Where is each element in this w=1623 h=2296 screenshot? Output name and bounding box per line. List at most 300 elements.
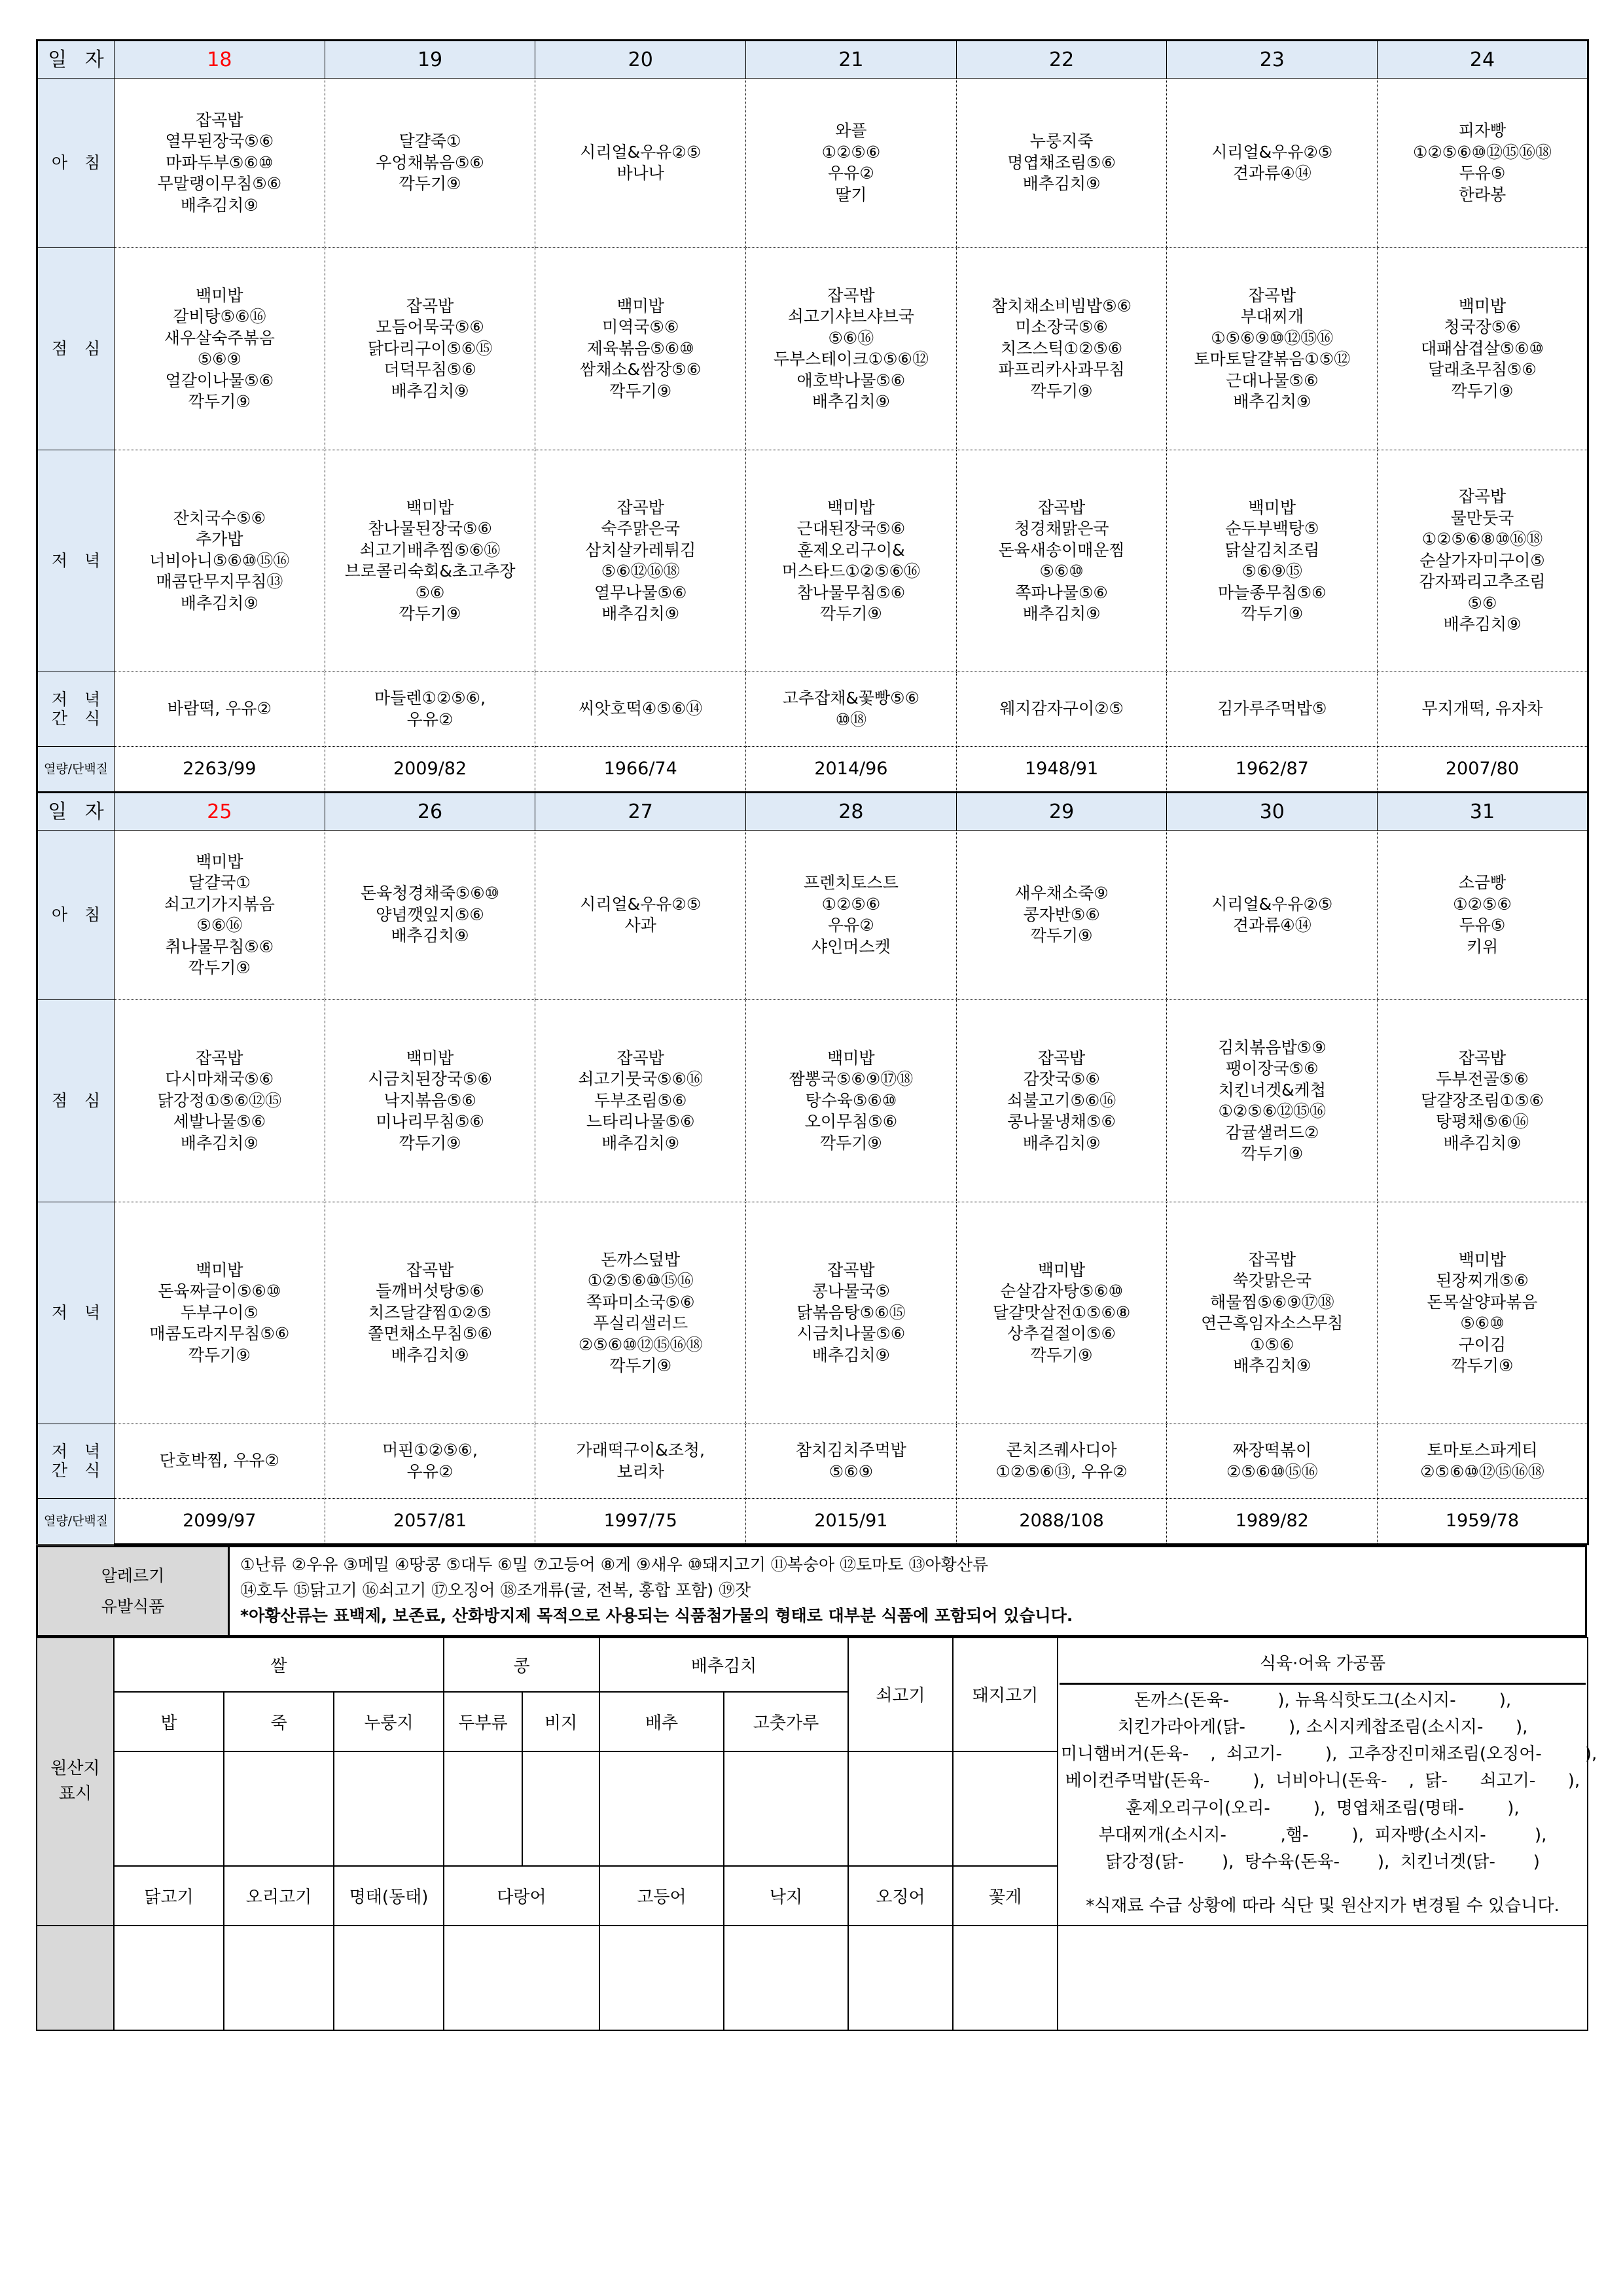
dish-line: 배추김치⑨ <box>812 392 890 411</box>
date-number: 27 <box>628 800 653 823</box>
dish-line: 소금빵 <box>1458 873 1507 892</box>
dish-line: 쇠고기뭇국⑤⑥⑯ <box>578 1069 703 1089</box>
dish-line: 삼치살카레튀김 <box>585 540 696 560</box>
menu-cell-dinner <box>1167 450 1378 672</box>
dish-line: 브로콜리숙회&초고추장 <box>344 562 516 581</box>
origin-value-cell[interactable] <box>114 1926 224 2030</box>
allergen-label-line1: 알레르기 <box>101 1566 165 1585</box>
origin-value-cell[interactable] <box>599 1751 724 1867</box>
date-cell <box>325 41 535 79</box>
date-cell <box>1167 793 1378 831</box>
dish-line: 깍두기⑨ <box>188 958 251 977</box>
kcal-row <box>37 747 1588 793</box>
menu-cell-snack <box>746 1424 957 1499</box>
origin-value-cell[interactable] <box>953 1926 1058 2030</box>
dish-line: 들깨버섯탕⑤⑥ <box>376 1282 484 1301</box>
dish-line: 미역국⑤⑥ <box>602 317 679 337</box>
dish-line: 잡곡밥 <box>1248 285 1296 305</box>
processed-foods-note: *식재료 수급 상황에 따라 식단 및 원산지가 변경될 수 있습니다. <box>1086 1895 1560 1916</box>
menu-cell-snack <box>1167 672 1378 747</box>
dish-line: 잔치국수⑤⑥ <box>173 508 266 528</box>
origin-group-kimchi: 배추김치 <box>599 1638 848 1692</box>
dish-line: 매콤도라지무침⑤⑥ <box>149 1324 290 1344</box>
dish-line: 콩자반⑤⑥ <box>1023 905 1100 924</box>
menu-cell-dinner <box>746 450 957 672</box>
kcal-cell: 1962/87 <box>1167 747 1378 793</box>
dish-line: 쇠고기샤브샤브국 <box>787 307 914 326</box>
dish-line: ⑩⑱ <box>835 709 867 729</box>
dish-line: 고추잡채&꽃빵⑤⑥ <box>782 689 920 708</box>
row-label-snack <box>37 1424 115 1499</box>
dish-line: 갈비탕⑤⑥⑯ <box>173 307 266 326</box>
dish-line: 김치볶음밥⑤⑨ <box>1217 1037 1327 1057</box>
menu-cell-dinner <box>535 450 746 672</box>
dish-line: 가래떡구이&조청, <box>576 1441 705 1460</box>
dish-line: 배추김치⑨ <box>180 1133 259 1153</box>
dish-line: 쫄면채소무침⑤⑥ <box>368 1324 492 1344</box>
row-label-snack-line: 저 녁 <box>51 689 107 709</box>
date-cell <box>115 793 325 831</box>
processed-food-line: 베이컨주먹밥(돈육- ), 너비아니(돈육- , 닭- 쇠고기- ), <box>1065 1771 1580 1791</box>
dish-line: 구이김 <box>1458 1335 1507 1354</box>
row-label-date: 일 자 <box>37 41 115 79</box>
dish-line: 우유② <box>406 709 454 729</box>
dish-line: 팽이장국⑤⑥ <box>1226 1059 1319 1078</box>
dish-line: 새우살숙주볶음 <box>164 328 275 348</box>
menu-cell-breakfast <box>956 831 1167 1000</box>
dish-line: 해물찜⑤⑥⑨⑰⑱ <box>1209 1292 1334 1312</box>
origin-header2-cell: 닭고기 <box>114 1866 224 1925</box>
origin-header2-cell: 고등어 <box>599 1866 724 1925</box>
dish-line: 열무나물⑤⑥ <box>594 583 687 602</box>
dish-line: 토마토달걀볶음①⑤⑫ <box>1194 350 1351 368</box>
dish-line: 쇠불고기⑤⑥⑯ <box>1007 1090 1116 1110</box>
date-number: 23 <box>1259 48 1285 71</box>
dish-line: ②⑤⑥⑩⑫⑮⑯⑱ <box>1420 1462 1544 1481</box>
origin-header2-cell: 명태(동태) <box>334 1866 444 1925</box>
origin-value-cell[interactable] <box>224 1751 334 1867</box>
kcal-cell: 2263/99 <box>115 747 325 793</box>
menu-cell-dinner <box>956 1202 1167 1424</box>
origin-value-cell[interactable] <box>444 1751 522 1867</box>
dish-line: 근대나물⑤⑥ <box>1226 370 1319 390</box>
origin-subheader-cell: 죽 <box>224 1692 334 1751</box>
dish-line: ①②⑤⑥⑩⑫⑮⑯⑱ <box>1412 142 1552 162</box>
dish-line: 단호박찜, 우유② <box>159 1451 279 1471</box>
allergen-label-cell <box>37 1547 229 1636</box>
meal-row-dinner <box>37 1202 1588 1424</box>
dish-line: 배추김치⑨ <box>601 604 680 623</box>
menu-cell-snack <box>325 672 535 747</box>
dish-line: 쇠고기가지볶음 <box>164 894 275 914</box>
origin-label-line: 표시 <box>58 1784 92 1804</box>
date-header-row <box>37 41 1588 79</box>
meal-row-snack <box>37 672 1588 747</box>
menu-cell-breakfast <box>535 79 746 248</box>
dish-line: ⑤⑥⑯ <box>828 328 874 348</box>
origin-label-line: 원산지 <box>50 1759 100 1779</box>
menu-cell-dinner <box>746 1202 957 1424</box>
dish-line: 배추김치⑨ <box>180 195 259 215</box>
allergen-body-cell <box>229 1547 1586 1636</box>
menu-cell-breakfast <box>325 831 535 1000</box>
dish-line: 배추김치⑨ <box>391 381 469 401</box>
menu-cell-breakfast <box>115 831 325 1000</box>
origin-header2-cell: 다랑어 <box>444 1866 599 1925</box>
dish-line: 바람떡, 우유② <box>167 699 272 719</box>
dish-line: ②⑤⑥⑩⑮⑯ <box>1226 1462 1318 1481</box>
date-number: 29 <box>1049 800 1075 823</box>
dish-line: 달래초무침⑤⑥ <box>1428 360 1537 380</box>
origin-table <box>36 1637 1597 2031</box>
dish-line: 배추김치⑨ <box>1022 604 1101 623</box>
dish-line: 달걀죽① <box>399 132 461 151</box>
dish-line: 피자빵 <box>1458 121 1507 140</box>
dish-line: 머핀①②⑤⑥, <box>382 1441 478 1460</box>
origin-group-rice: 쌀 <box>114 1638 444 1692</box>
date-cell <box>956 41 1167 79</box>
dish-line: 참나물무침⑤⑥ <box>796 583 906 602</box>
date-cell <box>115 41 325 79</box>
dish-line: 마파두부⑤⑥⑩ <box>166 152 274 172</box>
origin-value-cell[interactable] <box>848 1751 953 1867</box>
dish-line: 깍두기⑨ <box>399 174 461 194</box>
row-label-dinner: 저 녁 <box>37 1202 115 1424</box>
dish-line: 감자꽈리고추조림 <box>1419 572 1546 592</box>
dish-line: 시금치나물⑤⑥ <box>796 1324 906 1344</box>
dish-line: 딸기 <box>835 185 867 204</box>
menu-cell-lunch <box>746 248 957 450</box>
menu-cell-lunch <box>1167 1000 1378 1202</box>
kcal-cell: 1997/75 <box>535 1499 746 1545</box>
date-number: 31 <box>1469 800 1495 823</box>
dish-line: 두부조림⑤⑥ <box>594 1090 687 1110</box>
origin-value-cell[interactable] <box>724 1926 848 2030</box>
dish-line: 닭볶음탕⑤⑥⑮ <box>796 1302 906 1322</box>
date-cell <box>1167 41 1378 79</box>
origin-value-cell[interactable] <box>224 1926 334 2030</box>
menu-cell-snack <box>535 672 746 747</box>
dish-line: 키위 <box>1466 937 1499 956</box>
origin-group-bean: 콩 <box>444 1638 599 1692</box>
dish-line: 닭다리구이⑤⑥⑮ <box>367 338 493 358</box>
date-number: 25 <box>207 800 232 823</box>
dish-line: 잡곡밥 <box>196 110 243 130</box>
dish-line: 숙주맑은국 <box>601 519 681 538</box>
origin-subheader-cell: 비지 <box>522 1692 599 1751</box>
dish-line: 프렌치토스트 <box>803 873 899 892</box>
dish-line: ⑤⑥⑨ <box>829 1462 874 1481</box>
dish-line: 쪽파나물⑤⑥ <box>1015 583 1108 602</box>
dish-line: 느타리나물⑤⑥ <box>586 1112 695 1132</box>
dish-line: 김가루주먹밥⑤ <box>1217 699 1327 719</box>
kcal-cell: 1966/74 <box>535 747 746 793</box>
dish-line: ⑤⑥⑨⑮ <box>1241 562 1302 581</box>
dish-line: 잡곡밥 <box>1458 487 1507 507</box>
dish-line: 백미밥 <box>616 296 664 315</box>
dish-line: 백미밥 <box>196 1260 243 1280</box>
dish-line: 깍두기⑨ <box>1451 1356 1514 1375</box>
menu-cell-lunch <box>115 1000 325 1202</box>
allergen-note: *아황산류는 표백제, 보존료, 산화방지제 목적으로 사용되는 식품첨가물의 형태로 대부분 식품에 포함되어 있습니다. <box>240 1605 1073 1625</box>
row-label-snack-line: 간 식 <box>51 708 107 728</box>
origin-value-cell[interactable] <box>1058 1926 1588 2030</box>
dish-line: 열무된장국⑤⑥ <box>165 132 274 151</box>
dish-line: 닭살김치조림 <box>1224 540 1320 560</box>
date-cell <box>535 793 746 831</box>
dish-line: ⑤⑥⑩ <box>1039 562 1084 581</box>
dish-line: 잡곡밥 <box>406 1260 454 1280</box>
origin-value-cell[interactable] <box>522 1751 599 1867</box>
dish-line: 배추김치⑨ <box>1022 1133 1101 1153</box>
dish-line: 달걀맛살전①⑤⑥⑧ <box>992 1302 1131 1322</box>
row-label-breakfast: 아 침 <box>37 79 115 248</box>
dish-line: 쌈채소&쌈장⑤⑥ <box>580 360 702 380</box>
dish-line: 무말랭이무침⑤⑥ <box>157 174 282 194</box>
dish-line: ⑤⑥⑩ <box>1460 1314 1505 1333</box>
processed-food-line: 닭강정(닭- ), 탕수육(돈육- ), 치킨너겟(닭- ) <box>1105 1852 1540 1872</box>
dish-line: 잡곡밥 <box>827 285 875 305</box>
dish-line: 미나리무침⑤⑥ <box>376 1112 484 1132</box>
dish-line: 바나나 <box>616 164 664 183</box>
dish-line: 콩나물냉채⑤⑥ <box>1007 1112 1116 1132</box>
dish-line: 잡곡밥 <box>616 1048 664 1067</box>
origin-value-cell[interactable] <box>953 1751 1058 1867</box>
origin-header2-cell: 꽃게 <box>953 1866 1058 1925</box>
menu-cell-dinner <box>535 1202 746 1424</box>
origin-value-cell[interactable] <box>334 1751 444 1867</box>
origin-value-cell[interactable] <box>599 1926 724 2030</box>
menu-cell-snack <box>1378 1424 1588 1499</box>
dish-line: 깍두기⑨ <box>609 381 672 401</box>
dish-line: 돈육청경채죽⑤⑥⑩ <box>360 884 500 903</box>
dish-line: 배추김치⑨ <box>812 1345 890 1365</box>
menu-cell-lunch <box>535 248 746 450</box>
dish-line: 짬뽕국⑤⑥⑨⑰⑱ <box>789 1069 914 1089</box>
dish-line: 보리차 <box>616 1462 664 1481</box>
dish-line: 깍두기⑨ <box>1241 1144 1304 1163</box>
meal-row-lunch <box>37 248 1588 450</box>
dish-line: 순살감자탕⑤⑥⑩ <box>1000 1282 1124 1301</box>
dish-line: 깍두기⑨ <box>399 1133 461 1153</box>
menu-cell-lunch <box>1378 1000 1588 1202</box>
dish-line: 깍두기⑨ <box>1030 1345 1093 1365</box>
dish-line: 취나물무침⑤⑥ <box>165 937 274 956</box>
dish-line: 배추김치⑨ <box>1443 1133 1522 1153</box>
date-number: 19 <box>417 48 443 71</box>
dish-line: ①②⑤⑥⑧⑩⑯⑱ <box>1421 529 1543 549</box>
processed-food-line: 훈제오리구이(오리- ), 명엽채조림(명태- ), <box>1126 1798 1520 1818</box>
menu-cell-breakfast <box>1167 79 1378 248</box>
dish-line: 제육볶음⑤⑥⑩ <box>586 338 694 358</box>
allergen-legend-table <box>36 1545 1587 1637</box>
dish-line: 깍두기⑨ <box>188 392 251 411</box>
dish-line: ⑤⑥⑯ <box>196 916 243 935</box>
dish-line: ①②⑤⑥⑩⑮⑯ <box>587 1271 694 1290</box>
processed-food-line: 돈까스(돈육- ), 뉴욕식핫도그(소시지- ), <box>1133 1691 1512 1711</box>
origin-value-cell[interactable] <box>724 1751 848 1867</box>
row-label-snack-line: 저 녁 <box>51 1441 107 1461</box>
allergen-line-1: ①난류 ②우유 ③메밀 ④땅콩 ⑤대두 ⑥밀 ⑦고등어 ⑧게 ⑨새우 ⑩돼지고기 ⑪복숭아 ⑫토마토 ⑬아황산류 <box>240 1555 989 1574</box>
row-label-kcal: 열량/단백질 <box>37 747 115 793</box>
dish-line: 잡곡밥 <box>1458 1048 1507 1067</box>
dish-line: 배추김치⑨ <box>1022 174 1101 194</box>
menu-cell-dinner <box>1167 1202 1378 1424</box>
origin-header2-cell: 오징어 <box>848 1866 953 1925</box>
meal-row-lunch <box>37 1000 1588 1202</box>
dish-line: 깍두기⑨ <box>609 1356 672 1375</box>
dish-line: 돈육새송이매운찜 <box>998 540 1125 560</box>
dish-line: 백미밥 <box>1248 497 1296 517</box>
kcal-cell: 2015/91 <box>746 1499 957 1545</box>
meal-row-breakfast <box>37 79 1588 248</box>
dish-line: ①⑤⑥ <box>1250 1335 1294 1354</box>
dish-line: 두부스테이크①⑤⑥⑫ <box>773 350 929 368</box>
dish-line: 두부구이⑤ <box>180 1302 259 1322</box>
kcal-cell: 2057/81 <box>325 1499 535 1545</box>
date-number: 28 <box>838 800 864 823</box>
dish-line: 우유② <box>406 1462 454 1481</box>
date-cell <box>746 41 957 79</box>
menu-cell-lunch <box>115 248 325 450</box>
origin-header2-cell: 낙지 <box>724 1866 848 1925</box>
row-label-breakfast: 아 침 <box>37 831 115 1000</box>
menu-cell-breakfast <box>1167 831 1378 1000</box>
dish-line: 견과류④⑭ <box>1232 164 1311 183</box>
dish-line: 부대찌개 <box>1240 307 1304 326</box>
menu-cell-lunch <box>746 1000 957 1202</box>
dish-line: ①②⑤⑥ <box>821 142 881 162</box>
dish-line: ①②⑤⑥⑫⑮⑯ <box>1218 1102 1327 1121</box>
dish-line: 씨앗호떡④⑤⑥⑭ <box>579 699 703 719</box>
kcal-cell: 2009/82 <box>325 747 535 793</box>
dish-line: 참치채소비빔밥⑤⑥ <box>991 296 1132 315</box>
dish-line: 청경채맑은국 <box>1014 519 1109 538</box>
menu-cell-snack <box>746 672 957 747</box>
origin-subheader-cell: 누룽지 <box>334 1692 444 1751</box>
kcal-cell: 2014/96 <box>746 747 957 793</box>
menu-cell-dinner <box>325 1202 535 1424</box>
dish-line: 샤인머스켓 <box>812 937 891 956</box>
menu-cell-breakfast <box>1378 831 1588 1000</box>
dish-line: ①②⑤⑥ <box>1453 894 1512 914</box>
processed-foods-body <box>1060 1684 1597 1922</box>
dish-line: ①②⑤⑥ <box>821 894 881 914</box>
menu-cell-breakfast <box>115 79 325 248</box>
menu-cell-dinner <box>115 1202 325 1424</box>
date-cell <box>746 793 957 831</box>
dish-line: ①⑤⑥⑨⑩⑫⑮⑯ <box>1211 328 1334 348</box>
dish-line: 낙지볶음⑤⑥ <box>383 1090 476 1110</box>
date-number: 24 <box>1469 48 1495 71</box>
dish-line: 다시마채국⑤⑥ <box>165 1069 274 1089</box>
dish-line: 새우채소죽⑨ <box>1014 884 1109 903</box>
kcal-row <box>37 1499 1588 1545</box>
date-cell <box>535 41 746 79</box>
menu-cell-breakfast <box>535 831 746 1000</box>
dish-line: 훈제오리구이& <box>797 540 905 560</box>
origin-subheader-cell: 배추 <box>599 1692 724 1751</box>
origin-value-cell[interactable] <box>114 1751 224 1867</box>
dish-line: ⑤⑥⑫⑯⑱ <box>601 562 680 581</box>
origin-header2-cell: 오리고기 <box>224 1866 334 1925</box>
origin-label-cell <box>37 1638 114 1926</box>
kcal-cell: 1948/91 <box>956 747 1167 793</box>
date-cell <box>1378 793 1588 831</box>
dish-line: 돈목살양파볶음 <box>1427 1292 1538 1312</box>
dish-line: 물만둣국 <box>1450 508 1514 528</box>
dish-line: 백미밥 <box>1458 296 1507 315</box>
dish-line: 깍두기⑨ <box>1030 926 1093 946</box>
processed-food-line: 미니햄버거(돈육- , 쇠고기- ), 고추장진미채조림(오징어- ), <box>1061 1744 1597 1765</box>
dish-line: 배추김치⑨ <box>391 926 469 946</box>
origin-value-cell[interactable] <box>334 1926 444 2030</box>
menu-cell-dinner <box>956 450 1167 672</box>
menu-cell-dinner <box>325 450 535 672</box>
dish-line: 백미밥 <box>1458 1249 1507 1269</box>
dish-line: 돈육짜글이⑤⑥⑩ <box>158 1282 281 1301</box>
dish-line: 배추김치⑨ <box>1443 615 1522 634</box>
dish-line: 짜장떡볶이 <box>1232 1441 1312 1460</box>
dish-line: 미소장국⑤⑥ <box>1015 317 1108 337</box>
meal-row-snack <box>37 1424 1588 1499</box>
dish-line: 토마토스파게티 <box>1427 1441 1538 1460</box>
dish-line: 상추겉절이⑤⑥ <box>1007 1324 1116 1344</box>
dish-line: 배추김치⑨ <box>391 1345 469 1365</box>
origin-value-cell[interactable] <box>444 1926 599 2030</box>
origin-label-spacer <box>37 1926 114 2030</box>
menu-cell-lunch <box>535 1000 746 1202</box>
dish-line: 애호박나물⑤⑥ <box>796 370 906 390</box>
menu-cell-lunch <box>956 248 1167 450</box>
menu-table <box>36 39 1589 1545</box>
dish-line: 순두부백탕⑤ <box>1225 519 1319 538</box>
dish-line: 사과 <box>624 916 656 935</box>
dish-line: 두유⑤ <box>1459 916 1506 935</box>
menu-cell-lunch <box>1167 248 1378 450</box>
dish-line: 와플 <box>835 121 867 140</box>
dish-line: 깍두기⑨ <box>1451 381 1514 401</box>
dish-line: 깍두기⑨ <box>819 604 882 623</box>
dish-line: 콩나물국⑤ <box>812 1282 890 1301</box>
origin-value-cell[interactable] <box>848 1926 953 2030</box>
dish-line: 잡곡밥 <box>406 296 454 315</box>
date-number: 18 <box>207 48 232 71</box>
dish-line: 견과류④⑭ <box>1232 916 1311 935</box>
dish-line: 순살가자미구이⑤ <box>1419 550 1545 570</box>
dish-line: 깍두기⑨ <box>399 604 461 623</box>
dish-line: 우유② <box>828 916 874 935</box>
dish-line: ⑤⑥ <box>1467 593 1497 613</box>
dish-line: 깍두기⑨ <box>188 1345 251 1365</box>
allergen-line-2: ⑭호두 ⑮닭고기 ⑯쇠고기 ⑰오징어 ⑱조개류(굴, 전복, 홍합 포함) ⑲잣 <box>240 1580 751 1600</box>
dish-line: 백미밥 <box>827 1048 875 1067</box>
dish-line: 시리얼&우유②⑤ <box>1211 142 1333 162</box>
dish-line: 배추김치⑨ <box>601 1133 680 1153</box>
dish-line: 감잣국⑤⑥ <box>1023 1069 1100 1089</box>
dish-line: 감귤샐러드② <box>1225 1122 1319 1142</box>
dish-line: 백미밥 <box>196 852 243 871</box>
dish-line: 세발나물⑤⑥ <box>173 1112 266 1132</box>
dish-line: 잡곡밥 <box>1037 1048 1086 1067</box>
dish-line: 잡곡밥 <box>827 1260 875 1280</box>
dish-line: 청국장⑤⑥ <box>1444 317 1521 337</box>
menu-cell-breakfast <box>1378 79 1588 248</box>
dish-line: 두부전골⑤⑥ <box>1436 1069 1529 1089</box>
processed-food-line: 치킨가라아게(닭- ), 소시지케찹조림(소시지- ), <box>1117 1717 1528 1738</box>
dish-line: 백미밥 <box>406 1048 454 1067</box>
dish-line: 파프리카사과무침 <box>998 360 1125 380</box>
